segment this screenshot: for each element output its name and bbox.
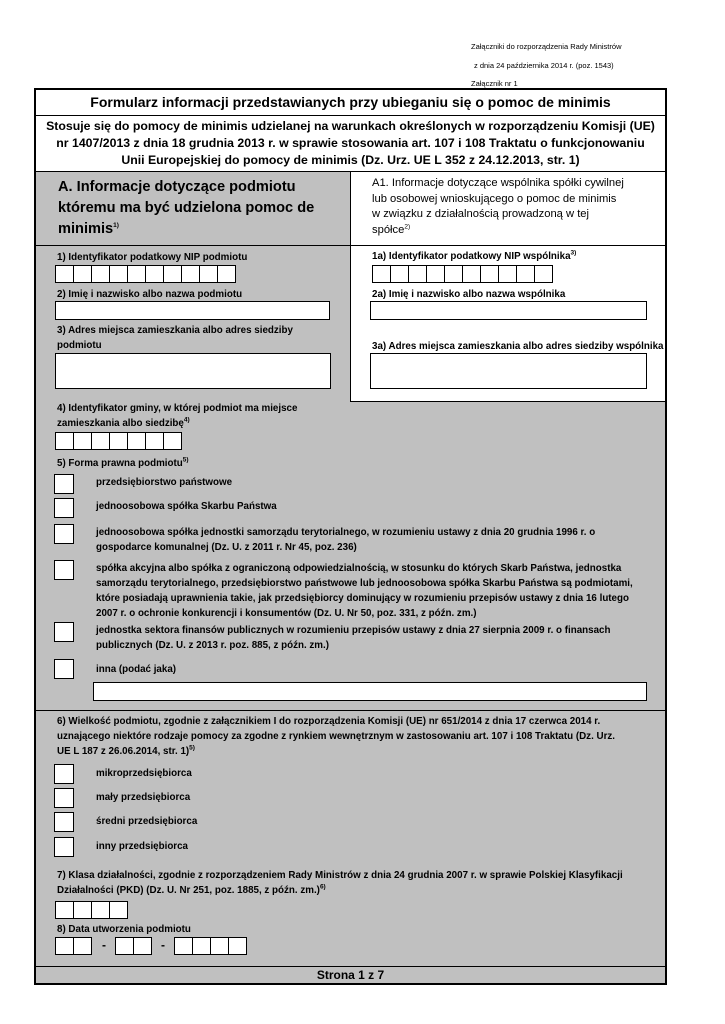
legal-form-option-public-finance-unit: jednostka sektora finansów publicznych w rozumieniu przepisów ustawy z dnia 27 sierpnia 2009 r. o finansach publicznych (Dz. U. z 2013 r. poz. 885, z późn. zm.)	[96, 625, 611, 651]
legal-form-label: 5) Forma prawna podmiotu$^{5)}$	[57, 456, 189, 469]
name-partner-input[interactable]	[370, 301, 647, 320]
legal-form-checkbox-controlled-company[interactable]	[54, 560, 74, 580]
size-checkbox-other[interactable]	[54, 837, 74, 857]
legal-form-option-treasury-company: jednoosobowa spółka Skarbu Państwa	[96, 501, 277, 512]
name-input[interactable]	[55, 301, 330, 320]
legal-form-option-controlled-company: spółka akcyjna albo spółka z ograniczoną odpowiedzialnością, w stosunku do których Skarb Państwa, jednostka samorządu terytorialnego, przedsiębiorstwo państwowe lub jednoosobowa spółka Skarbu Państwa są podmiotami, które posiadają uprawnienia takie, jak przedsiębiorcy dominujący w rozumieniu przepisów ustawy z dnia 16 lutego 2007 r. o ochronie konkurencji i konsumentów (Dz. U. Nr 50, poz. 331, z późn. zm.)	[96, 563, 633, 619]
date-separator-1: -	[102, 938, 106, 952]
size-checkbox-small[interactable]	[54, 788, 74, 808]
nip-input[interactable]	[55, 265, 236, 283]
pkd-label: 7) Klasa działalności, zgodnie z rozporządzeniem Rady Ministrów z dnia 24 grudnia 2007 r. w sprawie Polskiej Klasyfikacji Działalności (PKD) (Dz. U. Nr 251, poz. 1885, z późn. zm.)$^{6)}$	[57, 870, 623, 896]
date-year-input[interactable]	[174, 937, 247, 955]
legal-form-other-input[interactable]	[93, 682, 647, 701]
legal-form-checkbox-other[interactable]	[54, 659, 74, 679]
legal-form-option-other: inna (podać jaka)	[96, 664, 177, 675]
form-title: Formularz informacji przedstawianych przy ubieganiu się o pomoc de minimis	[90, 94, 611, 110]
name-partner-label: 2a) Imię i nazwisko albo nazwa wspólnika	[372, 289, 566, 300]
size-option-small: mały przedsiębiorca	[96, 792, 191, 803]
pkd-input[interactable]	[55, 901, 128, 919]
size-option-medium: średni przedsiębiorca	[96, 816, 198, 827]
address-partner-input[interactable]	[370, 353, 647, 389]
date-separator-2: -	[161, 938, 165, 952]
date-label: 8) Data utworzenia podmiotu	[57, 924, 191, 935]
legal-form-checkbox-treasury-company[interactable]	[54, 498, 74, 518]
header-line-2: z dnia 24 października 2014 r. (poz. 1543)	[474, 61, 614, 70]
legal-form-option-local-gov-company: jednoosobowa spółka jednostki samorządu terytorialnego, w rozumieniu ustawy z dnia 20 grudnia 1996 r. o gospodarce komunalnej (Dz. U. z 2011 r. Nr 45, poz. 236)	[96, 527, 596, 553]
size-option-other: inny przedsiębiorca	[96, 841, 189, 852]
name-label: 2) Imię i nazwisko albo nazwa podmiotu	[57, 289, 243, 300]
municipality-input[interactable]	[55, 432, 182, 450]
header-line-1: Załączniki do rozporządzenia Rady Ministrów	[471, 42, 622, 51]
legal-form-checkbox-state-enterprise[interactable]	[54, 474, 74, 494]
nip-label: 1) Identyfikator podatkowy NIP podmiotu	[57, 252, 248, 263]
size-option-micro: mikroprzedsiębiorca	[96, 768, 192, 779]
size-checkbox-medium[interactable]	[54, 812, 74, 832]
legal-form-checkbox-public-finance-unit[interactable]	[54, 622, 74, 642]
form-subtitle: Stosuje się do pomocy de minimis udzielanej na warunkach określonych w rozporządzeniu Komisji (UE) nr 1407/2013 z dnia 18 grudnia 2013 r. w sprawie stosowania art. 107 i 108 Traktatu o funkcjonowaniu Unii Europejskiej do pomocy de minimis (Dz. Urz. UE L 352 z 24.12.2013, str. 1)	[46, 119, 655, 167]
size-label: 6) Wielkość podmiotu, zgodnie z załącznikiem I do rozporządzenia Komisji (UE) nr 651/2014 z dnia 17 czerwca 2014 r. uznającego niektóre rodzaje pomocy za zgodne z rynkiem wewnętrznym w zastosowaniu art. 107 i 108 Traktatu (Dz. Urz. UE L 187 z 26.06.2014, str. 1)$^{5)}$	[57, 716, 616, 757]
section-a1-heading: A1. Informacje dotyczące wspólnika spółki cywilnej lub osobowej wnioskującego o pomoc de minimis w związku z działalnością prowadzoną w tej spółce$^{2)}$	[372, 177, 624, 236]
size-checkbox-micro[interactable]	[54, 764, 74, 784]
address-input[interactable]	[55, 353, 331, 389]
legal-form-option-state-enterprise: przedsiębiorstwo państwowe	[96, 477, 233, 488]
address-partner-label: 3a) Adres miejsca zamieszkania albo adres siedziby wspólnika	[372, 341, 664, 352]
header-line-3: Załącznik nr 1	[471, 79, 518, 88]
nip-partner-label: 1a) Identyfikator podatkowy NIP wspólnika$^{3)}$	[372, 249, 577, 262]
date-month-input[interactable]	[115, 937, 152, 955]
municipality-label: 4) Identyfikator gminy, w której podmiot ma miejsce zamieszkania albo siedzibę$^{4)}$	[57, 403, 298, 429]
address-label: 3) Adres miejsca zamieszkania albo adres siedziby podmiotu	[57, 325, 293, 351]
legal-form-checkbox-local-gov-company[interactable]	[54, 524, 74, 544]
date-day-input[interactable]	[55, 937, 92, 955]
section-a-heading: A. Informacje dotyczące podmiotu któremu ma być udzielona pomoc de minimis$^{1)}$	[58, 179, 315, 237]
page-number: Strona 1 z 7	[316, 968, 385, 982]
nip-partner-input[interactable]	[372, 265, 553, 283]
